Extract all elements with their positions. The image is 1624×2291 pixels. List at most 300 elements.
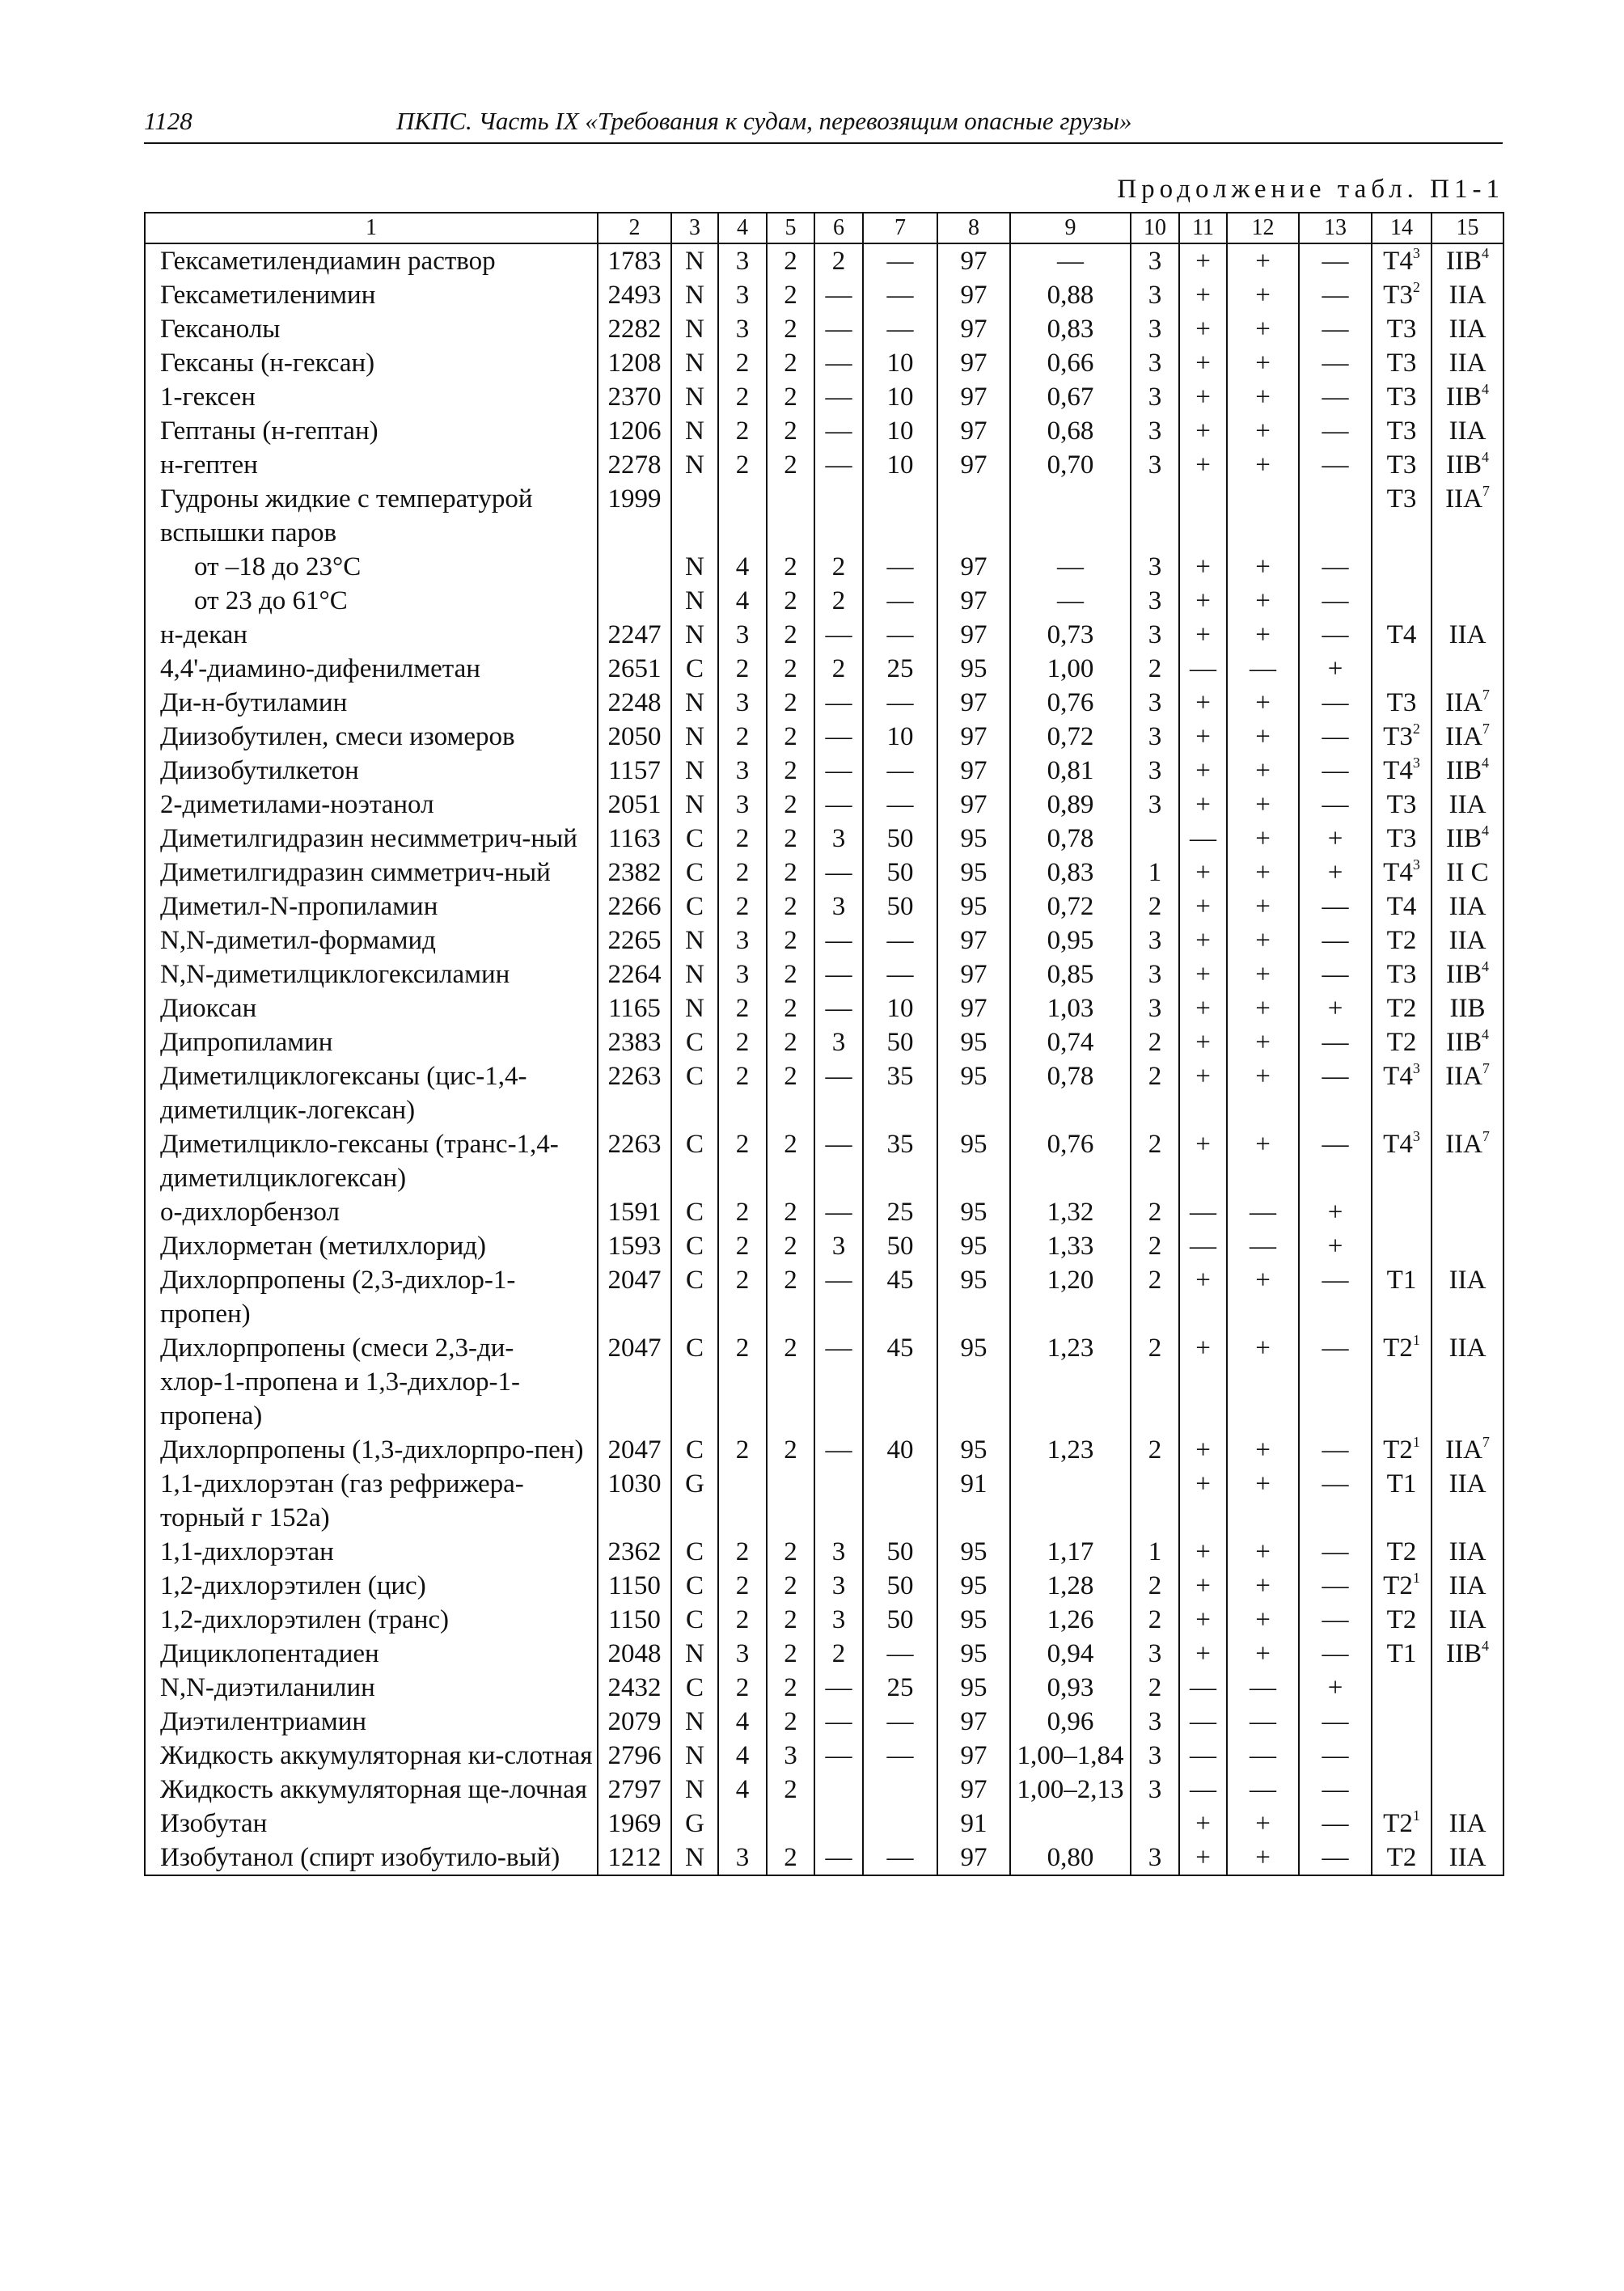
cell-col-2 bbox=[598, 278, 671, 312]
cell-col-10 bbox=[1131, 1569, 1179, 1603]
cell-col-14 bbox=[1372, 346, 1432, 380]
cell-value: 2 bbox=[735, 1334, 750, 1363]
cell-col-12 bbox=[1227, 788, 1299, 822]
cell-value: N bbox=[685, 1843, 704, 1872]
cell-col-8 bbox=[937, 312, 1010, 346]
cell-col-3 bbox=[671, 448, 718, 482]
cell-col-10 bbox=[1131, 312, 1179, 346]
cell-value: 3 bbox=[831, 824, 846, 853]
cell-value: 4 bbox=[735, 1707, 750, 1736]
cell-value: 0,67 bbox=[1047, 383, 1094, 412]
cell-col-3 bbox=[671, 380, 718, 414]
cell-col-4 bbox=[718, 1807, 767, 1841]
cell-col-10 bbox=[1131, 550, 1179, 584]
substance-name-cell bbox=[145, 1739, 598, 1773]
cell-value: 1591 bbox=[607, 1198, 662, 1227]
cell-value: — bbox=[825, 383, 852, 412]
cell-col-6 bbox=[814, 1807, 863, 1841]
substance-name: 4,4'-диамино-дифенилметан bbox=[160, 654, 480, 683]
cell-value: IIA bbox=[1448, 620, 1487, 649]
cell-col-3 bbox=[671, 1671, 718, 1705]
cell-value: Т2 bbox=[1383, 1571, 1413, 1600]
cell-col-14 bbox=[1372, 1705, 1432, 1739]
cell-col-10 bbox=[1131, 278, 1179, 312]
cell-col-13 bbox=[1299, 1705, 1372, 1739]
cell-value: 1208 bbox=[607, 349, 662, 378]
cell-col-9 bbox=[1010, 1637, 1131, 1671]
cell-col-2 bbox=[598, 1841, 671, 1875]
cell-col-11 bbox=[1179, 890, 1227, 924]
substance-name-cell bbox=[145, 1433, 598, 1467]
cell-col-15 bbox=[1432, 1059, 1503, 1127]
cell-value: 2047 bbox=[607, 1334, 662, 1363]
cell-col-10 bbox=[1131, 346, 1179, 380]
column-header-1: 1 bbox=[145, 213, 598, 243]
cell-col-5 bbox=[767, 312, 814, 346]
cell-col-10 bbox=[1131, 686, 1179, 720]
cell-value: 1,28 bbox=[1047, 1571, 1094, 1600]
cell-col-7 bbox=[863, 618, 937, 652]
cell-col-14 bbox=[1372, 686, 1432, 720]
cell-col-9 bbox=[1010, 1025, 1131, 1059]
substance-name: Гексаметиленимин bbox=[160, 281, 376, 310]
cell-col-12 bbox=[1227, 1807, 1299, 1841]
cell-col-7 bbox=[863, 584, 937, 618]
footnote-marker: 7 bbox=[1482, 1434, 1490, 1450]
table-row bbox=[145, 1433, 1503, 1467]
column-header-4: 4 bbox=[718, 213, 767, 243]
cell-col-6 bbox=[814, 1263, 863, 1331]
cell-value: 0,66 bbox=[1047, 349, 1094, 378]
cell-value: + bbox=[1195, 1809, 1211, 1838]
cell-value: + bbox=[1195, 416, 1211, 446]
cell-col-9 bbox=[1010, 957, 1131, 991]
cell-col-11 bbox=[1179, 1773, 1227, 1807]
cell-col-4 bbox=[718, 1705, 767, 1739]
cell-value: 0,78 bbox=[1047, 824, 1094, 853]
cell-col-11 bbox=[1179, 312, 1227, 346]
cell-value: 3 bbox=[831, 1232, 846, 1261]
cell-col-5 bbox=[767, 991, 814, 1025]
cell-value: + bbox=[1255, 926, 1271, 955]
cell-value: 97 bbox=[960, 790, 988, 819]
substance-name-cell bbox=[145, 890, 598, 924]
footnote-marker: 3 bbox=[1412, 1128, 1420, 1144]
cell-col-2 bbox=[598, 1195, 671, 1229]
cell-value: 2432 bbox=[607, 1673, 662, 1702]
cell-value: 2 bbox=[784, 1707, 797, 1736]
cell-col-7 bbox=[863, 924, 937, 957]
cell-value: IIA bbox=[1448, 349, 1487, 378]
cell-value: 97 bbox=[960, 1707, 988, 1736]
cell-value: — bbox=[886, 315, 914, 344]
cell-col-12 bbox=[1227, 991, 1299, 1025]
cell-value: N bbox=[685, 586, 704, 615]
substance-name: н-декан bbox=[160, 620, 247, 649]
cell-col-5 bbox=[767, 822, 814, 856]
cell-value: 40 bbox=[886, 1435, 914, 1465]
cell-col-10 bbox=[1131, 1705, 1179, 1739]
cell-value: 3 bbox=[1148, 450, 1162, 480]
column-header-6: 6 bbox=[814, 213, 863, 243]
cell-value: + bbox=[1195, 620, 1211, 649]
cell-value: — bbox=[886, 552, 914, 581]
cell-value: 97 bbox=[960, 450, 988, 480]
cell-value: II C bbox=[1446, 858, 1489, 887]
substance-name-cell bbox=[145, 1263, 598, 1331]
cell-value: 3 bbox=[735, 247, 750, 276]
cell-value: IIA bbox=[1448, 315, 1487, 344]
cell-value: 2278 bbox=[607, 450, 662, 480]
cell-col-8 bbox=[937, 380, 1010, 414]
cell-value: 2 bbox=[784, 349, 797, 378]
footnote-marker: 4 bbox=[1482, 245, 1489, 261]
cell-value: — bbox=[1057, 247, 1084, 276]
cell-col-14 bbox=[1372, 924, 1432, 957]
cell-value: — bbox=[825, 1334, 852, 1363]
substance-name: Гексанолы bbox=[160, 315, 281, 344]
cell-value: 2 bbox=[784, 1266, 797, 1295]
cell-col-5 bbox=[767, 788, 814, 822]
cell-col-6 bbox=[814, 1603, 863, 1637]
cell-value: 0,76 bbox=[1047, 1130, 1094, 1159]
cell-value: IIA bbox=[1445, 1130, 1482, 1159]
cell-col-14 bbox=[1372, 1807, 1432, 1841]
cell-col-14 bbox=[1372, 1569, 1432, 1603]
cell-value: — bbox=[886, 926, 914, 955]
cell-col-14 bbox=[1372, 1739, 1432, 1773]
cell-col-13 bbox=[1299, 1229, 1372, 1263]
cell-col-9 bbox=[1010, 890, 1131, 924]
footnote-marker: 4 bbox=[1482, 1026, 1489, 1042]
cell-col-8 bbox=[937, 278, 1010, 312]
cell-value: 97 bbox=[960, 315, 988, 344]
cell-col-14 bbox=[1372, 652, 1432, 686]
cell-col-15 bbox=[1432, 1127, 1503, 1195]
cell-col-11 bbox=[1179, 618, 1227, 652]
cell-value: 0,72 bbox=[1047, 722, 1094, 751]
cell-col-6 bbox=[814, 1127, 863, 1195]
substance-name-cell bbox=[145, 720, 598, 754]
cell-col-8 bbox=[937, 1671, 1010, 1705]
cell-value: Т4 bbox=[1383, 756, 1413, 785]
cell-col-15 bbox=[1432, 1229, 1503, 1263]
cell-value: 10 bbox=[886, 994, 914, 1023]
cell-value: 0,78 bbox=[1047, 1062, 1094, 1091]
cell-col-10 bbox=[1131, 1637, 1179, 1671]
cell-value: 2 bbox=[831, 1639, 846, 1668]
cell-col-2 bbox=[598, 243, 671, 278]
cell-col-4 bbox=[718, 1535, 767, 1569]
cell-col-4 bbox=[718, 1195, 767, 1229]
cell-value: + bbox=[1255, 688, 1271, 717]
cell-col-14 bbox=[1372, 754, 1432, 788]
cell-col-3 bbox=[671, 1331, 718, 1433]
cell-value: Т2 bbox=[1386, 994, 1417, 1023]
cell-value: Т3 bbox=[1386, 790, 1417, 819]
cell-col-10 bbox=[1131, 1603, 1179, 1637]
cell-col-3 bbox=[671, 924, 718, 957]
cell-col-12 bbox=[1227, 957, 1299, 991]
cell-col-9 bbox=[1010, 686, 1131, 720]
cell-col-7 bbox=[863, 1535, 937, 1569]
cell-value: 2 bbox=[784, 926, 797, 955]
cell-col-12 bbox=[1227, 856, 1299, 890]
cell-col-6 bbox=[814, 822, 863, 856]
cell-col-10 bbox=[1131, 618, 1179, 652]
column-header-14: 14 bbox=[1372, 213, 1432, 243]
cell-col-14 bbox=[1372, 1773, 1432, 1807]
cell-value: 0,76 bbox=[1047, 688, 1094, 717]
cell-value: — bbox=[1322, 1605, 1349, 1634]
cell-value: — bbox=[886, 1639, 914, 1668]
cell-col-6 bbox=[814, 1705, 863, 1739]
cell-value: 2 bbox=[831, 586, 846, 615]
cell-value: 1150 bbox=[608, 1571, 661, 1600]
cell-value: — bbox=[1322, 1062, 1349, 1091]
cell-col-5 bbox=[767, 686, 814, 720]
cell-col-2 bbox=[598, 482, 671, 550]
cell-value: 0,80 bbox=[1047, 1843, 1094, 1872]
cell-value: N bbox=[685, 1707, 704, 1736]
cell-col-10 bbox=[1131, 890, 1179, 924]
cell-col-14 bbox=[1372, 1025, 1432, 1059]
cell-col-8 bbox=[937, 1433, 1010, 1467]
cell-col-14 bbox=[1372, 1195, 1432, 1229]
cell-value: IIA bbox=[1448, 790, 1487, 819]
cell-col-8 bbox=[937, 1467, 1010, 1535]
table-row bbox=[145, 1229, 1503, 1263]
cell-col-2 bbox=[598, 1773, 671, 1807]
table-body bbox=[145, 243, 1503, 1875]
cell-col-9 bbox=[1010, 1331, 1131, 1433]
substance-name-cell bbox=[145, 1671, 598, 1705]
column-header-row bbox=[145, 213, 1503, 243]
cell-value: 97 bbox=[960, 722, 988, 751]
cell-value: 0,81 bbox=[1047, 756, 1094, 785]
cell-col-14 bbox=[1372, 584, 1432, 618]
cell-value: 97 bbox=[960, 1741, 988, 1770]
cell-value: 10 bbox=[886, 416, 914, 446]
cell-col-5 bbox=[767, 584, 814, 618]
cell-value: + bbox=[1255, 1469, 1271, 1498]
cell-col-8 bbox=[937, 720, 1010, 754]
cell-value: 2 bbox=[784, 1639, 797, 1668]
cell-col-4 bbox=[718, 890, 767, 924]
cell-col-15 bbox=[1432, 414, 1503, 448]
cell-col-7 bbox=[863, 1807, 937, 1841]
cell-value: 3 bbox=[735, 620, 750, 649]
cell-col-2 bbox=[598, 312, 671, 346]
cell-value: 50 bbox=[886, 1537, 914, 1566]
cell-col-14 bbox=[1372, 1467, 1432, 1535]
cell-value: + bbox=[1195, 383, 1211, 412]
cell-col-5 bbox=[767, 652, 814, 686]
cell-value: 97 bbox=[960, 349, 988, 378]
cell-col-13 bbox=[1299, 991, 1372, 1025]
cell-value: 3 bbox=[1148, 383, 1162, 412]
cell-value: С bbox=[685, 1673, 704, 1702]
cell-col-6 bbox=[814, 1331, 863, 1433]
substance-name-cell bbox=[145, 1331, 598, 1433]
cell-value: — bbox=[825, 790, 852, 819]
substance-name: Диметилгидразин несимметрич-ный bbox=[160, 824, 577, 853]
cell-value: — bbox=[1322, 349, 1349, 378]
footnote-marker: 7 bbox=[1482, 1128, 1490, 1144]
cell-value: 35 bbox=[886, 1130, 914, 1159]
cell-value: — bbox=[886, 586, 914, 615]
cell-col-6 bbox=[814, 957, 863, 991]
cell-value: — bbox=[1322, 892, 1349, 921]
cell-col-12 bbox=[1227, 346, 1299, 380]
cell-value: Т3 bbox=[1383, 281, 1413, 310]
cell-value: 2 bbox=[1148, 1334, 1162, 1363]
cell-value: + bbox=[1195, 892, 1211, 921]
cell-col-3 bbox=[671, 754, 718, 788]
cell-col-14 bbox=[1372, 1433, 1432, 1467]
cell-col-12 bbox=[1227, 414, 1299, 448]
cell-col-2 bbox=[598, 754, 671, 788]
cell-col-15 bbox=[1432, 720, 1503, 754]
cell-value: С bbox=[685, 1028, 704, 1057]
cell-value: IIA bbox=[1448, 1571, 1487, 1600]
cell-col-6 bbox=[814, 1059, 863, 1127]
cell-col-5 bbox=[767, 448, 814, 482]
running-title: ПКПС. Часть IX «Требования к судам, перевозящим опасные грузы» bbox=[396, 107, 1132, 135]
cell-col-10 bbox=[1131, 652, 1179, 686]
cell-value: + bbox=[1255, 586, 1271, 615]
cell-col-5 bbox=[767, 1059, 814, 1127]
cell-col-15 bbox=[1432, 754, 1503, 788]
cell-value: 2 bbox=[735, 1605, 750, 1634]
cell-value: — bbox=[825, 1198, 852, 1227]
cell-col-8 bbox=[937, 991, 1010, 1025]
cell-value: Т3 bbox=[1383, 722, 1413, 751]
cell-col-4 bbox=[718, 924, 767, 957]
cell-col-13 bbox=[1299, 1671, 1372, 1705]
cell-value: IIB bbox=[1446, 960, 1482, 989]
cell-value: — bbox=[1250, 1232, 1276, 1261]
table-continuation-label: Продолжение табл. П1-1 bbox=[1117, 175, 1504, 204]
cell-col-12 bbox=[1227, 1637, 1299, 1671]
cell-col-6 bbox=[814, 720, 863, 754]
substance-name-cell bbox=[145, 243, 598, 278]
cell-value: 0,94 bbox=[1047, 1639, 1094, 1668]
cell-value: 95 bbox=[960, 1130, 988, 1159]
cell-value: 95 bbox=[960, 1571, 988, 1600]
cell-col-4 bbox=[718, 1671, 767, 1705]
cell-value: + bbox=[1255, 790, 1271, 819]
cell-value: IIB bbox=[1446, 450, 1482, 480]
cell-value: 2 bbox=[784, 1028, 797, 1057]
cell-value: Т4 bbox=[1386, 892, 1417, 921]
cell-value: IIB bbox=[1446, 1639, 1482, 1668]
cell-col-5 bbox=[767, 1229, 814, 1263]
cell-value: + bbox=[1255, 722, 1271, 751]
footnote-marker: 4 bbox=[1482, 822, 1489, 839]
cell-value: 3 bbox=[1148, 926, 1162, 955]
footnote-marker: 2 bbox=[1412, 279, 1420, 295]
cell-value: С bbox=[685, 654, 704, 683]
cell-value: 2265 bbox=[607, 926, 662, 955]
cell-col-15 bbox=[1432, 1773, 1503, 1807]
cell-col-2 bbox=[598, 788, 671, 822]
cell-value: 2 bbox=[735, 892, 750, 921]
cell-value: 2 bbox=[784, 416, 797, 446]
cell-col-11 bbox=[1179, 957, 1227, 991]
cell-value: 2 bbox=[784, 586, 797, 615]
cell-col-3 bbox=[671, 1535, 718, 1569]
cell-col-5 bbox=[767, 1195, 814, 1229]
cell-col-9 bbox=[1010, 1603, 1131, 1637]
cell-value: — bbox=[825, 1435, 852, 1465]
cell-col-11 bbox=[1179, 1705, 1227, 1739]
cell-col-9 bbox=[1010, 924, 1131, 957]
cell-value: 0,73 bbox=[1047, 620, 1094, 649]
cell-col-15 bbox=[1432, 924, 1503, 957]
substance-name-cell bbox=[145, 652, 598, 686]
cell-col-12 bbox=[1227, 1263, 1299, 1331]
cell-value: + bbox=[1327, 1198, 1343, 1227]
substance-name-cell bbox=[145, 957, 598, 991]
cell-value: + bbox=[1255, 994, 1271, 1023]
cell-col-12 bbox=[1227, 550, 1299, 584]
cell-value: — bbox=[825, 1843, 852, 1872]
cell-col-15 bbox=[1432, 1433, 1503, 1467]
substance-name-cell bbox=[145, 1025, 598, 1059]
cell-value: Т3 bbox=[1386, 416, 1417, 446]
cell-value: 2 bbox=[784, 1673, 797, 1702]
cell-value: — bbox=[886, 247, 914, 276]
cell-value: 3 bbox=[831, 1537, 846, 1566]
cell-col-10 bbox=[1131, 1127, 1179, 1195]
substance-name: Гептаны (н-гептан) bbox=[160, 416, 379, 446]
cell-col-14 bbox=[1372, 788, 1432, 822]
cell-col-7 bbox=[863, 1671, 937, 1705]
cell-col-4 bbox=[718, 754, 767, 788]
cell-col-10 bbox=[1131, 720, 1179, 754]
cell-value: 3 bbox=[1148, 688, 1162, 717]
table-row bbox=[145, 346, 1503, 380]
cell-value: 3 bbox=[1148, 722, 1162, 751]
cell-col-3 bbox=[671, 856, 718, 890]
cell-value: Т2 bbox=[1386, 1843, 1417, 1872]
cell-value: + bbox=[1195, 281, 1211, 310]
cell-col-11 bbox=[1179, 1433, 1227, 1467]
footnote-marker: 4 bbox=[1482, 449, 1489, 465]
cell-value: 97 bbox=[960, 756, 988, 785]
cell-value: 3 bbox=[831, 1571, 846, 1600]
cell-value: + bbox=[1255, 1062, 1271, 1091]
cell-value: — bbox=[1322, 416, 1349, 446]
cell-col-14 bbox=[1372, 1331, 1432, 1433]
cell-col-9 bbox=[1010, 618, 1131, 652]
cell-value: N bbox=[685, 281, 704, 310]
cell-col-7 bbox=[863, 856, 937, 890]
cell-value: — bbox=[1190, 1198, 1216, 1227]
cell-col-10 bbox=[1131, 448, 1179, 482]
cell-col-7 bbox=[863, 788, 937, 822]
cell-col-8 bbox=[937, 482, 1010, 550]
cell-col-13 bbox=[1299, 720, 1372, 754]
cell-col-8 bbox=[937, 890, 1010, 924]
substance-name: Диоксан bbox=[160, 994, 257, 1023]
cell-value: — bbox=[1322, 1775, 1349, 1804]
cell-value: — bbox=[1322, 383, 1349, 412]
cell-col-14 bbox=[1372, 720, 1432, 754]
cell-value: — bbox=[886, 1707, 914, 1736]
column-header-2: 2 bbox=[598, 213, 671, 243]
